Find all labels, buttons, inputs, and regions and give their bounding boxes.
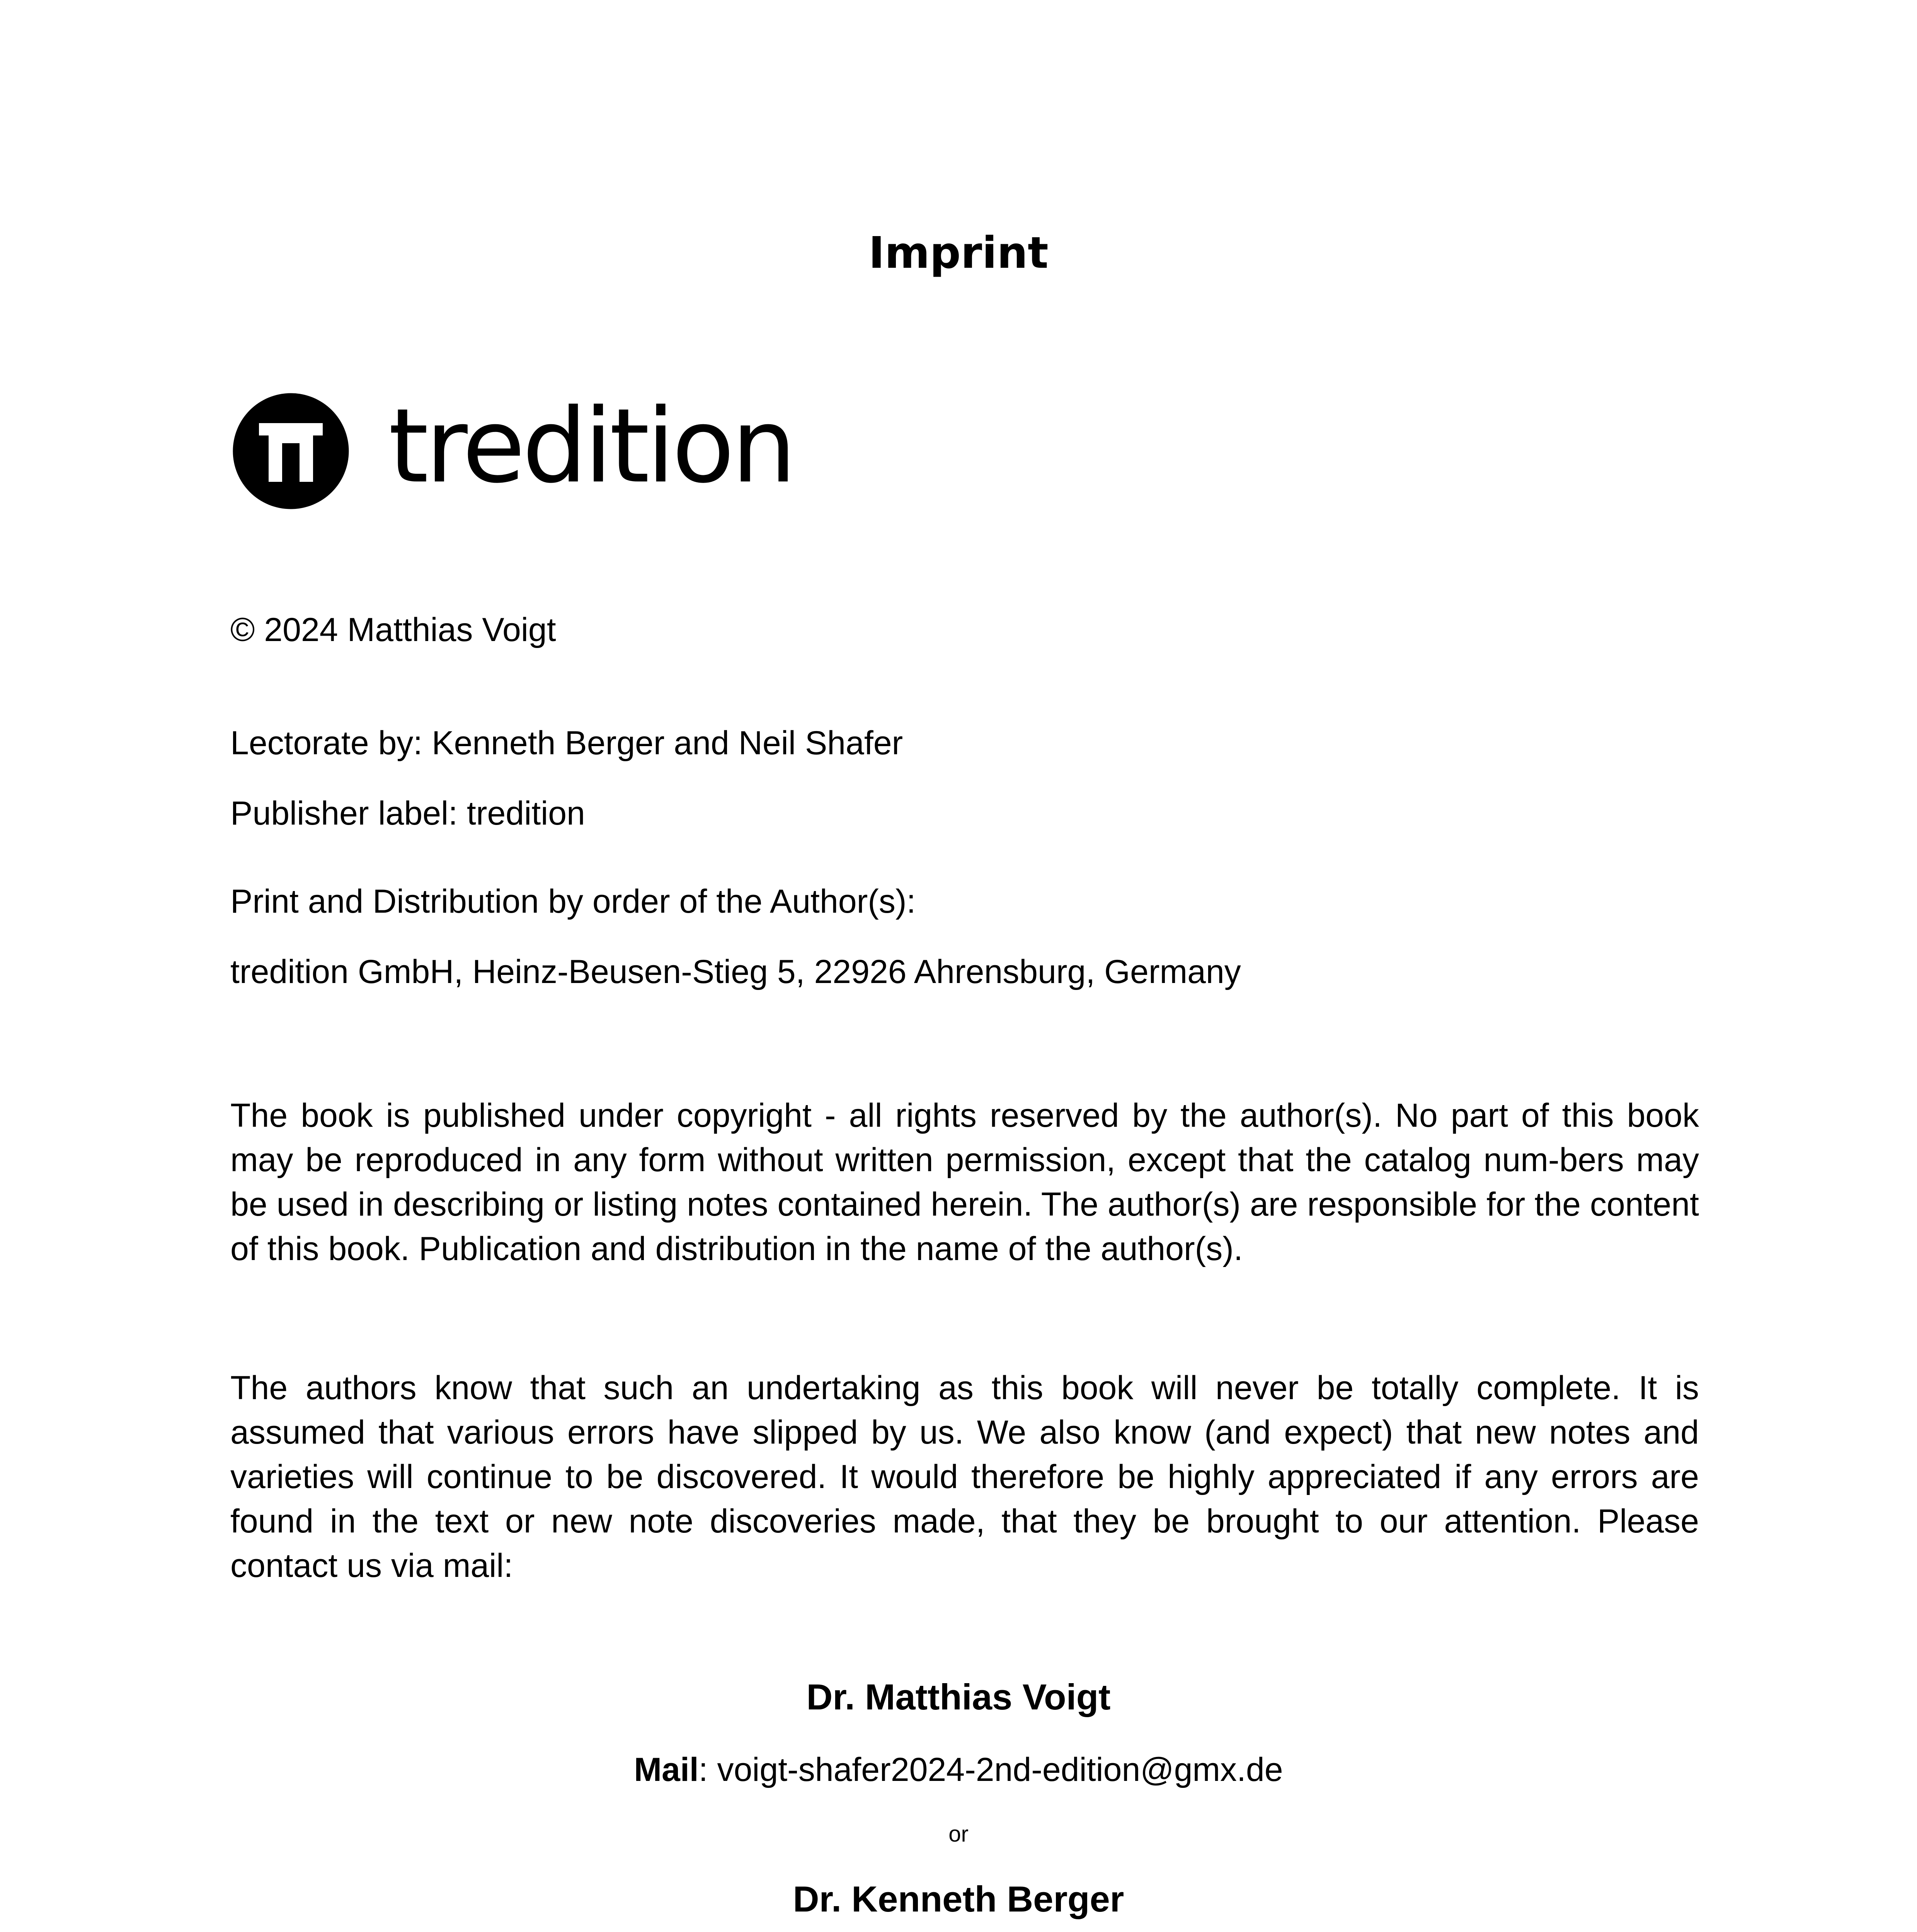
print-distribution-line: Print and Distribution by order of the Author(s): xyxy=(230,883,916,920)
page-title: Imprint xyxy=(868,228,1049,278)
or-separator: or xyxy=(948,1821,969,1847)
lectorate-line: Lectorate by: Kenneth Berger and Neil Shafer xyxy=(230,724,903,762)
tredition-logo xyxy=(232,387,793,512)
contact-name-voigt: Dr. Matthias Voigt xyxy=(806,1677,1111,1717)
publisher-label-line: Publisher label: tredition xyxy=(230,795,585,832)
contact-mail-voigt: Mail: voigt-shafer2024-2nd-edition@gmx.de xyxy=(634,1751,1283,1788)
mail-label: Mail xyxy=(634,1751,699,1788)
tredition-logo-icon xyxy=(232,392,350,510)
copyright-line: © 2024 Matthias Voigt xyxy=(230,611,556,648)
tredition-wordmark: tredition xyxy=(388,387,793,506)
contact-name-berger: Dr. Kenneth Berger xyxy=(793,1879,1124,1919)
copyright-notice-paragraph: The book is published under copyright - all rights reserved by the author(s). No part of this book may be reproduced in any form without written permission, except that the catalog num-bers may be used in describing or listing notes contained herein. The author(s) are responsible for the content of this book. Publication and distribution in the name of the author(s). xyxy=(230,1097,1699,1267)
mail-address: voigt-shafer2024-2nd-edition@gmx.de xyxy=(717,1751,1283,1788)
address-line: tredition GmbH, Heinz-Beusen-Stieg 5, 22926 Ahrensburg, Germany xyxy=(230,953,1241,990)
errors-notice-paragraph: The authors know that such an undertaking as this book will never be totally complete. It is assumed that various errors have slipped by us. We also know (and expect) that new notes and varieties will continue to be discovered. It would therefore be highly appreciated if any errors are found in the text or new note discoveries made, that they be brought to our attention. Please contact us via mail: xyxy=(230,1369,1699,1584)
